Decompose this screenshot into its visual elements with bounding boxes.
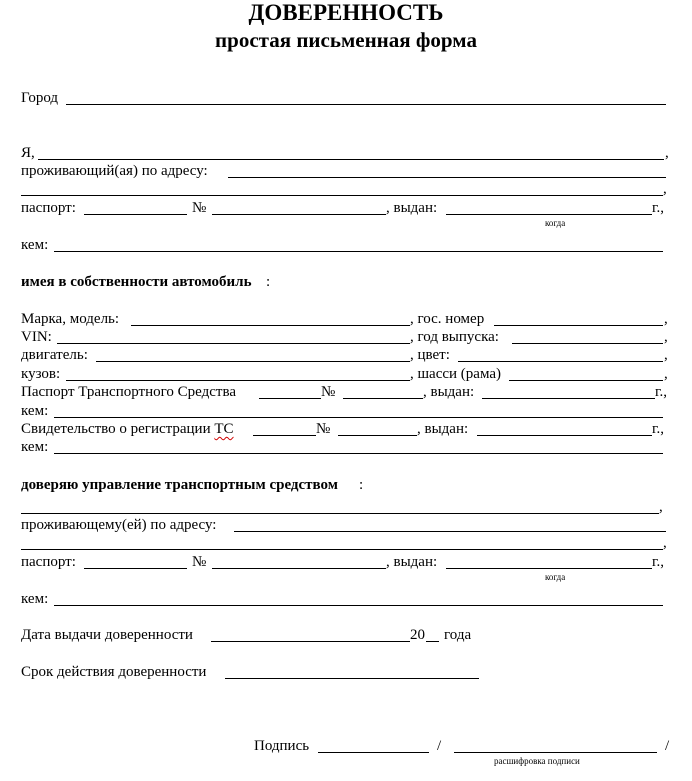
principal-by-label: кем: [21,237,49,253]
document-title: ДОВЕРЕННОСТЬ [248,0,444,25]
comma: , [659,499,663,515]
pts-series-field[interactable] [259,398,321,399]
comma: , [664,347,668,363]
trustee-name-field[interactable] [21,513,659,514]
issued-label: , выдан: [417,421,469,437]
make-model-field[interactable] [131,325,410,326]
pts-by-label: кем: [21,403,49,419]
plate-field[interactable] [494,325,663,326]
issued-label: , выдан: [386,200,438,216]
reg-issuer-field[interactable] [54,453,663,454]
trustee-address-field[interactable] [234,531,666,532]
number-sign: № [192,554,207,570]
principal-i-label: Я, [21,145,35,161]
reg-issue-date-field[interactable] [477,435,652,436]
issue-year-prefix: 20 [410,627,425,643]
comma: , [664,329,668,345]
trustee-passport-issue-date-field[interactable] [446,568,652,569]
reg-label-ts: ТС [214,421,234,437]
vehicle-heading: имея в собственности автомобиль [21,274,252,290]
document-subtitle: простая письменная форма [215,28,477,52]
vin-field[interactable] [57,343,410,344]
principal-passport-label: паспорт: [21,200,76,216]
comma: , [665,145,669,161]
issue-year-field[interactable] [426,641,439,642]
body-field[interactable] [66,380,410,381]
city-label: Город [21,90,59,106]
number-sign: № [192,200,207,216]
principal-address-field[interactable] [228,177,666,178]
engine-field[interactable] [96,361,410,362]
pts-issue-date-field[interactable] [482,398,655,399]
when-hint: когда [545,218,566,228]
signature-field[interactable] [318,752,429,753]
principal-name-field[interactable] [38,159,664,160]
pts-number-field[interactable] [343,398,423,399]
colon: : [266,274,271,290]
principal-passport-number-field[interactable] [212,214,386,215]
trustee-by-label: кем: [21,591,49,607]
slash: / [665,738,670,754]
validity-field[interactable] [225,678,479,679]
number-sign: № [316,421,331,437]
reg-label-text: Свидетельство о регистрации [21,421,211,437]
chassis-field[interactable] [509,380,663,381]
engine-label: двигатель: [21,347,88,363]
principal-passport-series-field[interactable] [84,214,187,215]
validity-label: Срок действия доверенности [21,664,207,680]
trustee-passport-series-field[interactable] [84,568,187,569]
year-suffix: г., [652,200,664,216]
year-label: , год выпуска: [410,329,499,345]
year-suffix: г., [652,421,664,437]
signature-decode-field[interactable] [454,752,657,753]
year-suffix: г., [655,384,667,400]
issue-date-label: Дата выдачи доверенности [21,627,193,643]
comma: , [664,311,668,327]
issue-date-field[interactable] [211,641,410,642]
plate-label: , гос. номер [410,311,485,327]
color-field[interactable] [458,361,663,362]
trustee-residing-label: проживающему(ей) по адресу: [21,517,217,533]
principal-address-field-2[interactable] [21,195,663,196]
comma: , [663,535,667,551]
pts-label: Паспорт Транспортного Средства [21,384,237,400]
when-hint: когда [545,572,566,582]
signature-label: Подпись [254,738,310,754]
year-field[interactable] [512,343,663,344]
pts-issuer-field[interactable] [54,417,663,418]
reg-by-label: кем: [21,439,49,455]
principal-passport-issue-date-field[interactable] [446,214,652,215]
reg-series-field[interactable] [253,435,316,436]
year-suffix: г., [652,554,664,570]
issue-year-suffix: года [444,627,472,643]
comma: , [664,366,668,382]
trustee-address-field-2[interactable] [21,549,663,550]
issued-label: , выдан: [423,384,475,400]
trustee-heading: доверяю управление транспортным средством [21,477,338,493]
color-label: , цвет: [410,347,450,363]
principal-passport-issuer-field[interactable] [54,251,663,252]
city-field[interactable] [66,104,666,105]
body-label: кузов: [21,366,61,382]
number-sign: № [321,384,336,400]
trustee-passport-issuer-field[interactable] [54,605,663,606]
issued-label: , выдан: [386,554,438,570]
trustee-passport-label: паспорт: [21,554,76,570]
chassis-label: , шасси (рама) [410,366,501,382]
reg-certificate-label [21,421,234,438]
principal-residing-label: проживающий(ая) по адресу: [21,163,208,179]
reg-number-field[interactable] [338,435,417,436]
colon: : [359,477,364,493]
trustee-passport-number-field[interactable] [212,568,386,569]
signature-decode-hint: расшифровка подписи [494,756,580,766]
make-model-label: Марка, модель: [21,311,120,327]
comma: , [663,181,667,197]
slash: / [437,738,442,754]
vin-label: VIN: [21,329,52,345]
